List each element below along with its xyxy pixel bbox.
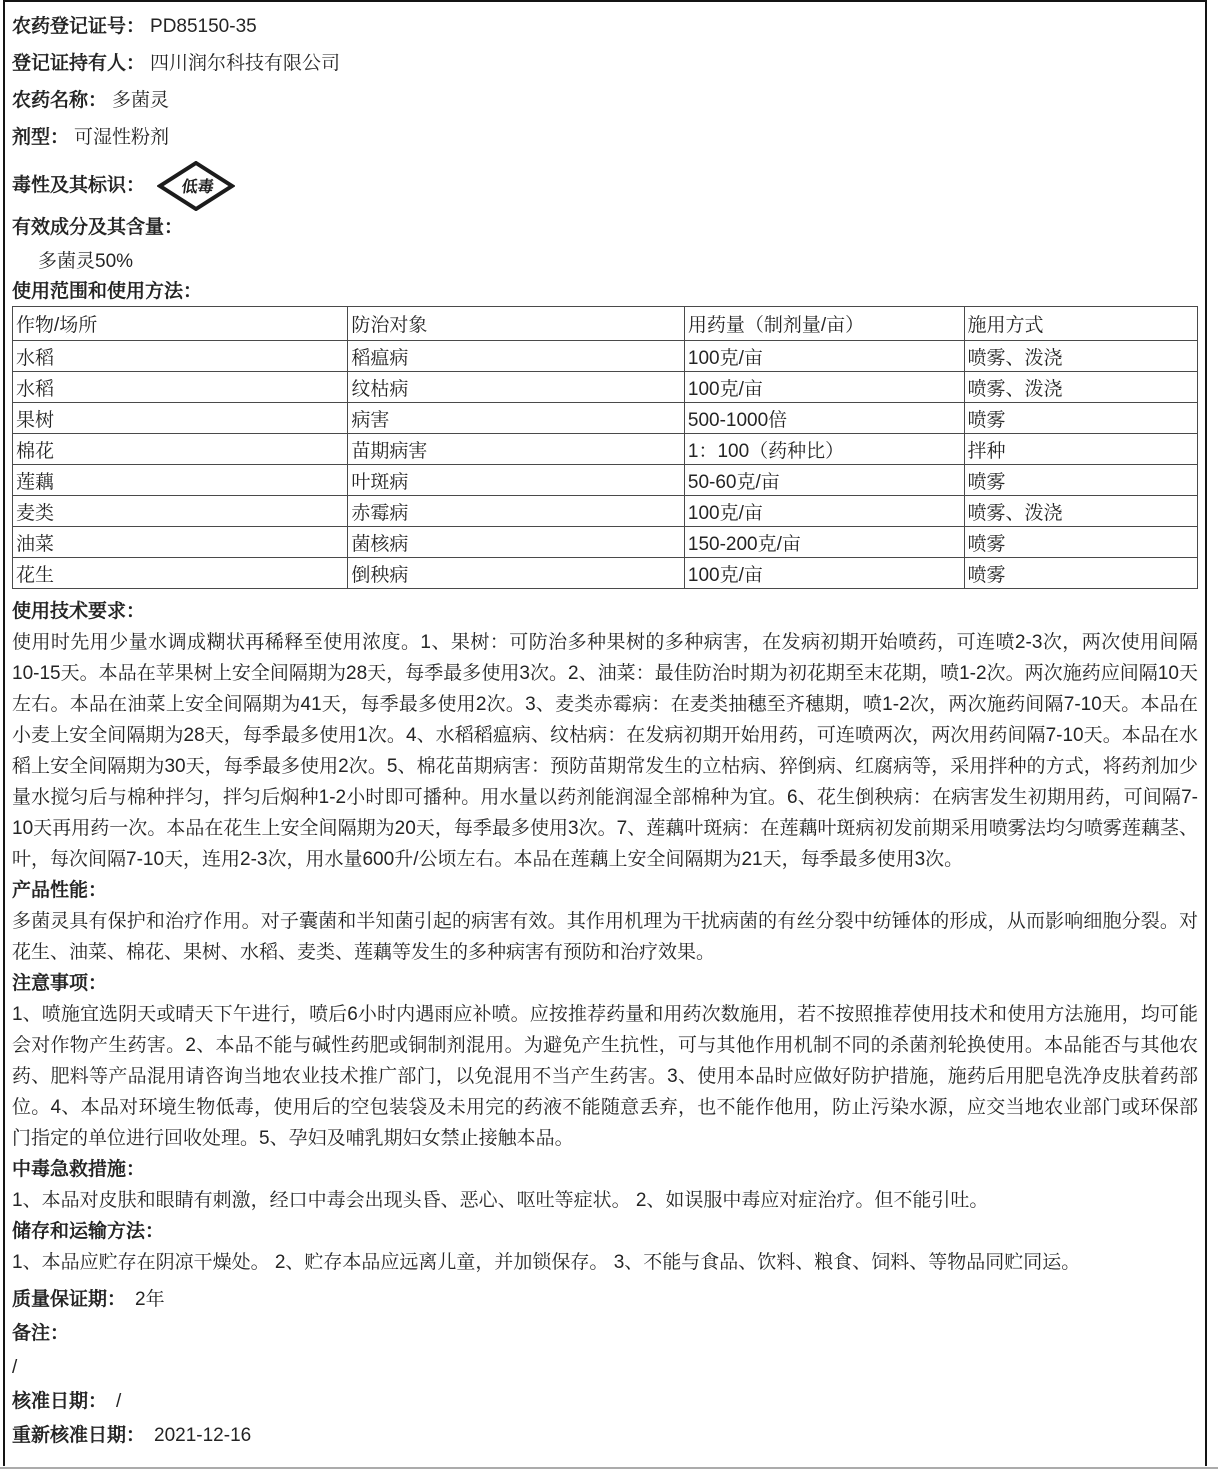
table-cell: 500-1000倍 [684, 403, 964, 434]
field-value: 2年 [135, 1289, 165, 1310]
section-heading: 中毒急救措施： [12, 1159, 146, 1180]
table-cell: 100克/亩 [684, 341, 964, 372]
section-technical-requirements [12, 596, 1198, 875]
table-row [13, 496, 1198, 527]
table-cell: 喷雾、泼浇 [964, 496, 1197, 527]
low-toxicity-diamond-icon [157, 161, 235, 211]
table-cell: 苗期病害 [348, 434, 685, 465]
field-value: 2021-12-16 [154, 1425, 252, 1446]
field-value: PD85150-35 [150, 16, 257, 37]
table-header-row [13, 307, 1198, 341]
table-cell: 150-200克/亩 [684, 527, 964, 558]
field-label: 农药名称： [12, 90, 108, 111]
registration-document [3, 0, 1207, 1466]
table-cell: 喷雾 [964, 558, 1197, 589]
table-cell: 100克/亩 [684, 558, 964, 589]
table-cell: 拌种 [964, 434, 1197, 465]
table-cell: 病害 [348, 403, 685, 434]
table-header-cell: 防治对象 [348, 307, 685, 341]
table-cell: 油菜 [13, 527, 348, 558]
table-row [13, 465, 1198, 496]
section-first-aid [12, 1154, 1198, 1216]
table-cell: 50-60克/亩 [684, 465, 964, 496]
low-toxicity-icon-text: 低毒 [180, 178, 215, 196]
field-label: 剂型： [12, 127, 70, 148]
field-label: 毒性及其标识： [12, 174, 146, 196]
section-heading: 注意事项： [12, 973, 108, 994]
field-value: 四川润尔科技有限公司 [150, 53, 341, 74]
section-paragraph: 1、本品对皮肤和眼睛有刺激，经口中毒会出现头昏、恶心、呕吐等症状。 2、如误服中毒应对症治疗。但不能引吐。 [12, 1190, 989, 1211]
section-paragraph: 1、喷施宜选阴天或晴天下午进行，喷后6小时内遇雨应补喷。应按推荐药量和用药次数施用，若不按照推荐使用技术和使用方法施用，均可能会对作物产生药害。2、本品不能与碱性药肥或铜制剂混用。为避免产生抗性，可与其他作用机制不同的杀菌剂轮换使用。本品能否与其他农药、肥料等产品混用请咨询当地农业技术推广部门，以免混用不当产生药害。3、使用本品时应做好防护措施，施药后用肥皂洗净皮肤着药部位。4、本品对环境生物低毒，使用后的空包装袋及未用完的药液不能随意丢弃，也不能作他用，防止污染水源，应交当地农业部门或环保部门指定的单位进行回收处理。5、孕妇及哺乳期妇女禁止接触本品。 [12, 1004, 1198, 1149]
table-cell: 喷雾 [964, 465, 1197, 496]
section-paragraph: 1、本品应贮存在阴凉干燥处。 2、贮存本品应远离儿童，并加锁保存。 3、不能与食品、饮料、粮食、饲料、等物品同贮同运。 [12, 1252, 1081, 1273]
table-cell: 喷雾、泼浇 [964, 372, 1197, 403]
table-cell: 麦类 [13, 496, 348, 527]
table-row [13, 341, 1198, 372]
table-cell: 棉花 [13, 434, 348, 465]
table-cell: 100克/亩 [684, 372, 964, 403]
section-paragraph: 使用时先用少量水调成糊状再稀释至使用浓度。1、果树：可防治多种果树的多种病害，在发病初期开始喷药，可连喷2-3次，两次使用间隔10-15天。本品在苹果树上安全间隔期为28天，每季最多使用3次。2、油菜：最佳防治时期为初花期至末花期，喷1-2次。两次施药应间隔10天左右。本品在油菜上安全间隔期为41天，每季最多使用2次。3、麦类赤霉病：在麦类抽穗至齐穗期，喷1-2次，两次施药间隔7-10天。本品在小麦上安全间隔期为28天，每季最多使用1次。4、水稻稻瘟病、纹枯病：在发病初期开始用药，可连喷两次，两次用药间隔7-10天。本品在水稻上安全间隔期为30天，每季最多使用2次。5、棉花苗期病害：预防苗期常发生的立枯病、猝倒病、红腐病等，采用拌种的方式，将药剂加少量水搅匀后与棉种拌匀，拌匀后焖种1-2小时即可播种。用水量以药剂能润湿全部棉种为宜。6、花生倒秧病：在病害发生初期用药，可间隔7-10天再用药一次。本品在花生上安全间隔期为20天，每季最多使用3次。7、莲藕叶斑病：在莲藕叶斑病初发前期采用喷雾法均匀喷雾莲藕茎、叶，每次间隔7-10天，连用2-3次，用水量600升/公顷左右。本品在莲藕上安全间隔期为21天，每季最多使用3次。 [12, 632, 1198, 870]
section-storage-transport [12, 1216, 1198, 1278]
field-registration-number [12, 8, 1198, 45]
table-header-cell: 施用方式 [964, 307, 1197, 341]
table-cell: 100克/亩 [684, 496, 964, 527]
section-precautions [12, 968, 1198, 1154]
field-quality-guarantee [12, 1283, 1198, 1317]
usage-table-body [13, 341, 1198, 589]
field-approval-date [12, 1385, 1198, 1419]
usage-table-heading: 使用范围和使用方法： [12, 281, 203, 302]
remark-content: / [12, 1357, 18, 1378]
active-ingredient-heading: 有效成分及其含量： [12, 217, 184, 238]
active-ingredient-content: 多菌灵50% [38, 251, 134, 272]
table-row [13, 558, 1198, 589]
table-cell: 叶斑病 [348, 465, 685, 496]
field-toxicity [12, 156, 1198, 210]
table-cell: 莲藕 [13, 465, 348, 496]
table-cell: 水稻 [13, 372, 348, 403]
field-label: 农药登记证号： [12, 16, 146, 37]
usage-table [12, 306, 1198, 589]
bottom-divider [0, 1467, 1218, 1469]
table-cell: 1：100（药种比） [684, 434, 964, 465]
field-pesticide-name [12, 82, 1198, 119]
table-cell: 纹枯病 [348, 372, 685, 403]
field-value: / [116, 1391, 122, 1412]
table-row [13, 527, 1198, 558]
field-label: 质量保证期： [12, 1289, 127, 1310]
section-product-performance [12, 875, 1198, 968]
table-cell: 稻瘟病 [348, 341, 685, 372]
field-value: 多菌灵 [112, 90, 170, 111]
section-heading: 使用技术要求： [12, 601, 146, 622]
field-label: 核准日期： [12, 1391, 108, 1412]
section-heading: 产品性能： [12, 880, 108, 901]
table-cell: 喷雾 [964, 527, 1197, 558]
table-cell: 赤霉病 [348, 496, 685, 527]
table-cell: 果树 [13, 403, 348, 434]
table-row [13, 372, 1198, 403]
bottom-fields [12, 1283, 1198, 1453]
table-cell: 花生 [13, 558, 348, 589]
field-value: 可湿性粉剂 [74, 127, 170, 148]
field-formulation [12, 119, 1198, 156]
table-cell: 菌核病 [348, 527, 685, 558]
field-label: 重新核准日期： [12, 1425, 146, 1446]
table-header-cell: 作物/场所 [13, 307, 348, 341]
field-certificate-holder [12, 45, 1198, 82]
table-header-cell: 用药量（制剂量/亩） [684, 307, 964, 341]
table-cell: 水稻 [13, 341, 348, 372]
field-label: 登记证持有人： [12, 53, 146, 74]
table-cell: 喷雾 [964, 403, 1197, 434]
table-cell: 倒秧病 [348, 558, 685, 589]
table-cell: 喷雾、泼浇 [964, 341, 1197, 372]
field-reapproval-date [12, 1419, 1198, 1453]
table-row [13, 403, 1198, 434]
table-row [13, 434, 1198, 465]
section-paragraph: 多菌灵具有保护和治疗作用。对子囊菌和半知菌引起的病害有效。其作用机理为干扰病菌的有丝分裂中纺锤体的形成，从而影响细胞分裂。对花生、油菜、棉花、果树、水稻、麦类、莲藕等发生的多种病害有预防和治疗效果。 [12, 911, 1198, 963]
section-heading: 储存和运输方法： [12, 1221, 165, 1242]
remark-heading: 备注： [12, 1323, 70, 1344]
